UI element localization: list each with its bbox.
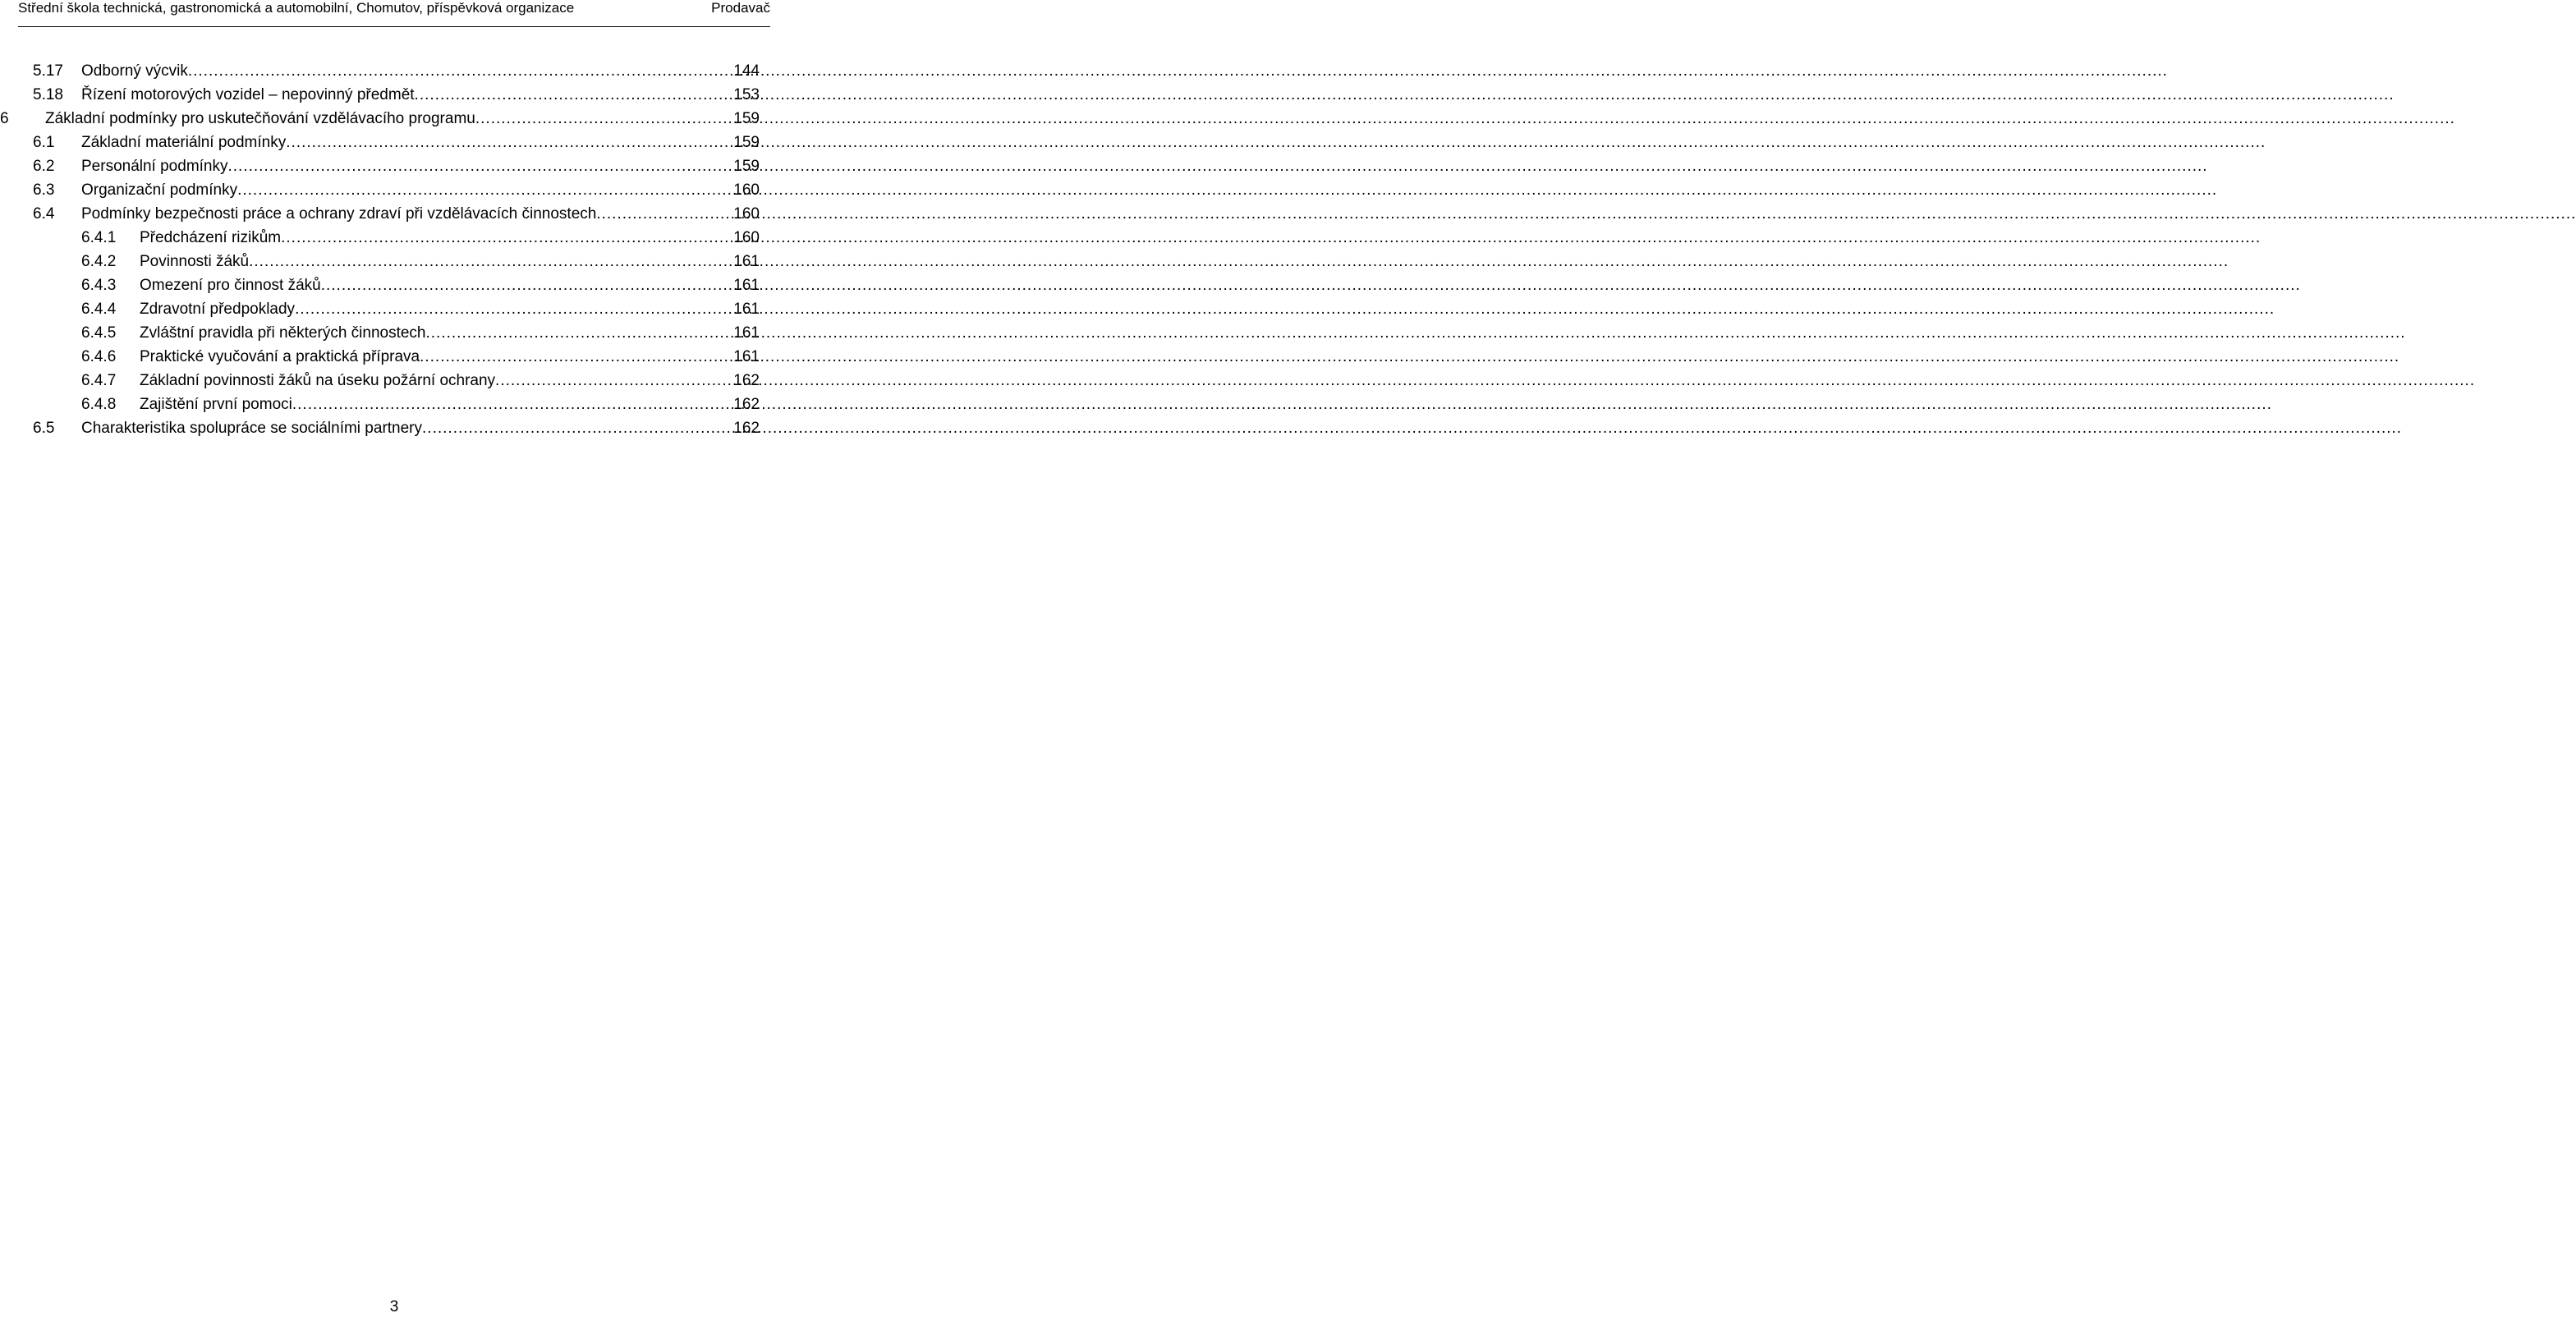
toc-entry[interactable] xyxy=(81,344,760,370)
toc-entry-title: Řízení motorových vozidel – nepovinný předmět xyxy=(81,86,415,103)
table-of-contents xyxy=(0,58,788,452)
toc-entry-title: Zdravotní předpoklady xyxy=(140,301,296,318)
toc-leader-dots xyxy=(420,344,732,370)
toc-entry-page: 144 xyxy=(733,62,760,80)
toc-entry-number: 6.4.1 xyxy=(81,229,117,246)
toc-entry-page: 161 xyxy=(733,348,760,365)
toc-entry-page: 162 xyxy=(733,420,760,437)
toc-entry-page: 159 xyxy=(733,158,760,175)
toc-entry-page: 162 xyxy=(733,396,760,413)
toc-leader-dots xyxy=(188,58,732,84)
toc-entry-page: 159 xyxy=(733,110,760,127)
toc-entry-title: Základní podmínky pro uskutečňování vzdělávacího programu xyxy=(45,110,475,127)
toc-entry[interactable] xyxy=(81,368,760,393)
toc-entry-title: Povinnosti žáků xyxy=(140,253,250,270)
toc-entry-number: 5.18 xyxy=(33,86,63,103)
toc-entry[interactable] xyxy=(81,273,760,298)
toc-entry-number: 6.5 xyxy=(33,420,55,437)
toc-entry-page: 159 xyxy=(733,134,760,151)
toc-entry-number: 6.4.4 xyxy=(81,301,117,318)
toc-entry[interactable] xyxy=(81,320,760,346)
toc-entry-page: 161 xyxy=(733,277,760,294)
toc-leader-dots xyxy=(249,249,732,274)
toc-entry-title: Předcházení rizikům xyxy=(140,229,282,246)
toc-leader-dots xyxy=(237,177,732,203)
page-number: 3 xyxy=(389,1298,399,1315)
toc-entry[interactable] xyxy=(81,249,760,274)
toc-entry-title: Omezení pro činnost žáků xyxy=(140,277,321,294)
toc-entry-number: 6.4.3 xyxy=(81,277,117,294)
toc-entry[interactable] xyxy=(33,415,760,441)
toc-leader-dots xyxy=(495,368,732,393)
toc-entry-number: 6.4.8 xyxy=(81,396,117,413)
toc-entry-title: Zvláštní pravidla při některých činnostech xyxy=(140,324,426,342)
toc-leader-dots xyxy=(426,320,733,346)
toc-entry-page: 153 xyxy=(733,86,760,103)
toc-entry-number: 5.17 xyxy=(33,62,63,80)
toc-entry[interactable] xyxy=(33,58,760,84)
toc-leader-dots xyxy=(422,415,732,441)
toc-entry-title: Organizační podmínky xyxy=(81,181,238,199)
toc-entry-page: 161 xyxy=(733,301,760,318)
toc-leader-dots xyxy=(596,201,732,227)
toc-leader-dots xyxy=(475,106,732,131)
school-name: Střední škola technická, gastronomická a automobilní, Chomutov, příspěvková organizace xyxy=(18,0,575,16)
toc-entry-page: 160 xyxy=(733,205,760,223)
toc-entry-title: Personální podmínky xyxy=(81,158,228,175)
toc-entry-number: 6.3 xyxy=(33,181,55,199)
toc-entry[interactable] xyxy=(81,296,760,322)
toc-leader-dots xyxy=(321,273,733,298)
toc-entry-title: Charakteristika spolupráce se sociálními partnery xyxy=(81,420,423,437)
toc-entry[interactable] xyxy=(33,82,760,108)
toc-entry-title: Praktické vyučování a praktická příprava xyxy=(140,348,420,365)
toc-entry[interactable] xyxy=(33,201,760,227)
toc-entry-number: 6.2 xyxy=(33,158,55,175)
toc-entry-title: Základní materiální podmínky xyxy=(81,134,287,151)
toc-leader-dots xyxy=(292,392,732,417)
toc-entry-number: 6 xyxy=(0,110,9,127)
toc-entry[interactable] xyxy=(0,106,760,131)
toc-entry-page: 162 xyxy=(733,372,760,389)
toc-entry-title: Základní povinnosti žáků na úseku požární ochrany xyxy=(140,372,496,389)
toc-entry-number: 6.1 xyxy=(33,134,55,151)
toc-entry[interactable] xyxy=(33,130,760,155)
toc-entry-page: 161 xyxy=(733,253,760,270)
toc-leader-dots xyxy=(295,296,732,322)
toc-entry-page: 160 xyxy=(733,229,760,246)
toc-entry[interactable] xyxy=(81,225,760,250)
toc-entry[interactable] xyxy=(33,177,760,203)
toc-entry-number: 6.4.7 xyxy=(81,372,117,389)
toc-entry-title: Odborný výcvik xyxy=(81,62,188,80)
toc-entry-number: 6.4 xyxy=(33,205,55,223)
toc-entry[interactable] xyxy=(81,392,760,417)
toc-leader-dots xyxy=(228,154,733,179)
toc-entry-number: 6.4.5 xyxy=(81,324,117,342)
toc-entry-number: 6.4.6 xyxy=(81,348,117,365)
toc-entry-number: 6.4.2 xyxy=(81,253,117,270)
toc-entry-title: Podmínky bezpečnosti práce a ochrany zdraví při vzdělávacích činnostech xyxy=(81,205,597,223)
toc-leader-dots xyxy=(415,82,733,108)
toc-entry-title: Zajištění první pomoci xyxy=(140,396,292,413)
page-header xyxy=(18,0,770,27)
toc-entry-page: 160 xyxy=(733,181,760,199)
toc-entry[interactable] xyxy=(33,154,760,179)
toc-leader-dots xyxy=(281,225,732,250)
program-name: Prodavač xyxy=(711,0,770,16)
toc-entry-page: 161 xyxy=(733,324,760,342)
toc-leader-dots xyxy=(286,130,732,155)
